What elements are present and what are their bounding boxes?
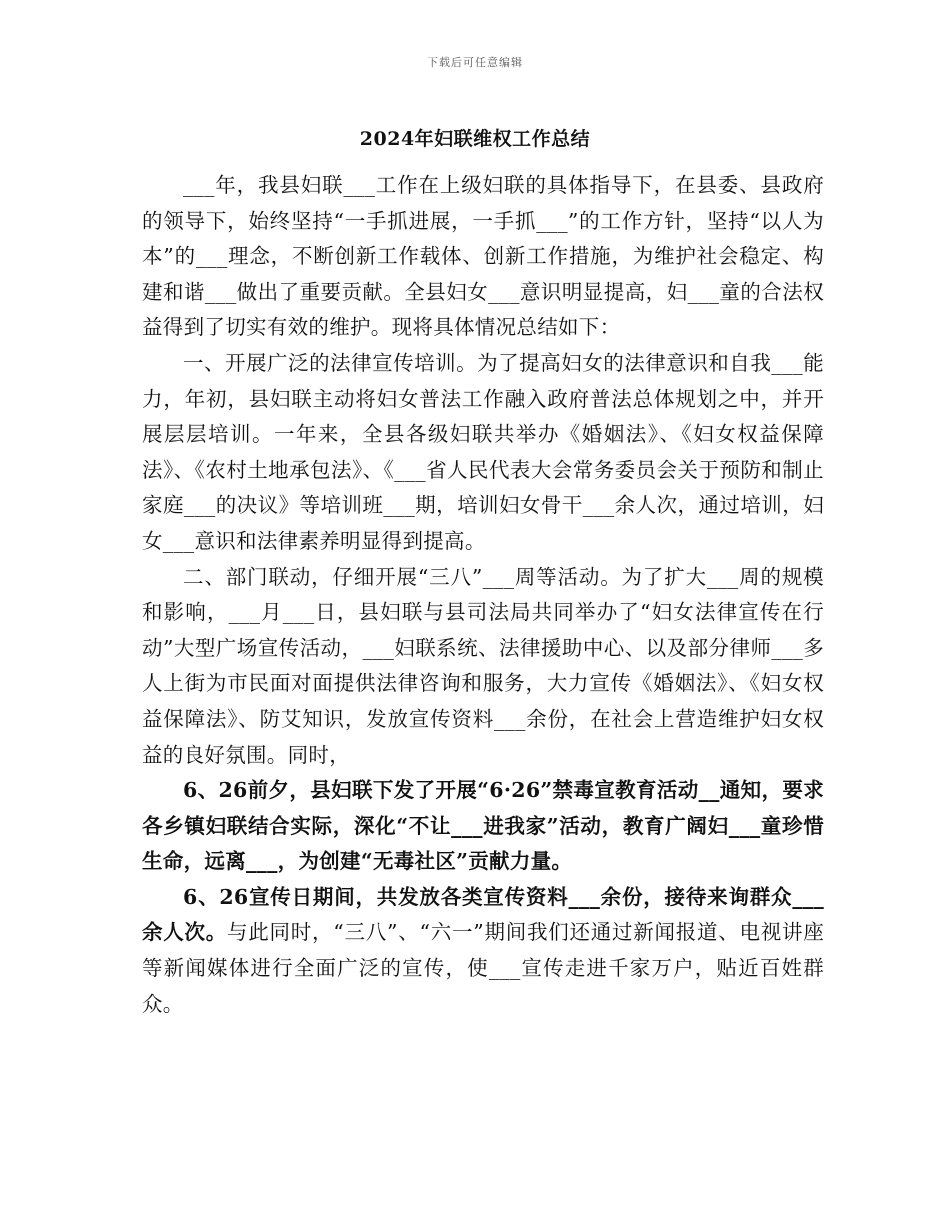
paragraph-anti-drug-notice: 6、26前夕，县妇联下发了开展“6·26”禁毒宣教育活动__通知，要求各乡镇妇联结合实际，深化“不让___进我家”活动，教育广阔妇___童珍惜生命，远离___，为创建“无毒社区”贡献力量。 xyxy=(142,778,824,874)
header-note: 下载后可任意编辑 xyxy=(427,56,523,69)
document-title: 2024年妇联维权工作总结 xyxy=(359,128,591,150)
paragraph-intro: ___年，我县妇联___工作在上级妇联的具体指导下，在县委、县政府的领导下，始终坚持“一手抓进展，一手抓___”的工作方针，坚持“以人为本”的___理念，不断创新工作载体、创新工作措施，为维护社会稳定、构建和谐___做出了重要贡献。全县妇女___意识明显提高，妇___童的合法权益得到了切实有效的维护。现将具体情况总结如下： xyxy=(142,173,824,340)
document-body xyxy=(142,168,824,1022)
paragraph-legal-training: 一、开展广泛的法律宣传培训。为了提高妇女的法律意识和自我___能力，年初，县妇联主动将妇女普法工作融入政府普法总体规划之中，并开展层层培训。一年来，全县各级妇联共举办《婚姻法》、《妇女权益保障法》、《农村土地承包法》、《___省人民代表大会常务委员会关于预防和制止家庭___的决议》等培训班___期，培训妇女骨干___余人次，通过培训，妇女___意识和法律素养明显得到提高。 xyxy=(142,350,824,553)
paragraph-publicity-day-bold: 6、26宣传日期间，共发放各类宣传资料___余份，接待来询群众___余人次。 xyxy=(142,884,824,945)
paragraph-publicity-day-normal: 与此同时，“三八”、“六一”期间我们还通过新闻报道、电视讲座等新闻媒体进行全面广泛的宣传，使___宣传走进千家万户，贴近百姓群众。 xyxy=(142,920,825,1016)
paragraph-department-linkage: 二、部门联动，仔细开展“三八”___周等活动。为了扩大___周的规模和影响，___月___日，县妇联与县司法局共同举办了“妇女法律宣传在行动”大型广场宣传活动，___妇联系统、法律援助中心、以及部分律师___多人上街为市民面对面提供法律咨询和服务，大力宣传《婚姻法》、《妇女权益保障法》、防艾知识，发放宣传资料___余份，在社会上营造维护妇女权益的良好氛围。同时， xyxy=(142,564,824,767)
paragraph-publicity-day xyxy=(142,880,824,1022)
